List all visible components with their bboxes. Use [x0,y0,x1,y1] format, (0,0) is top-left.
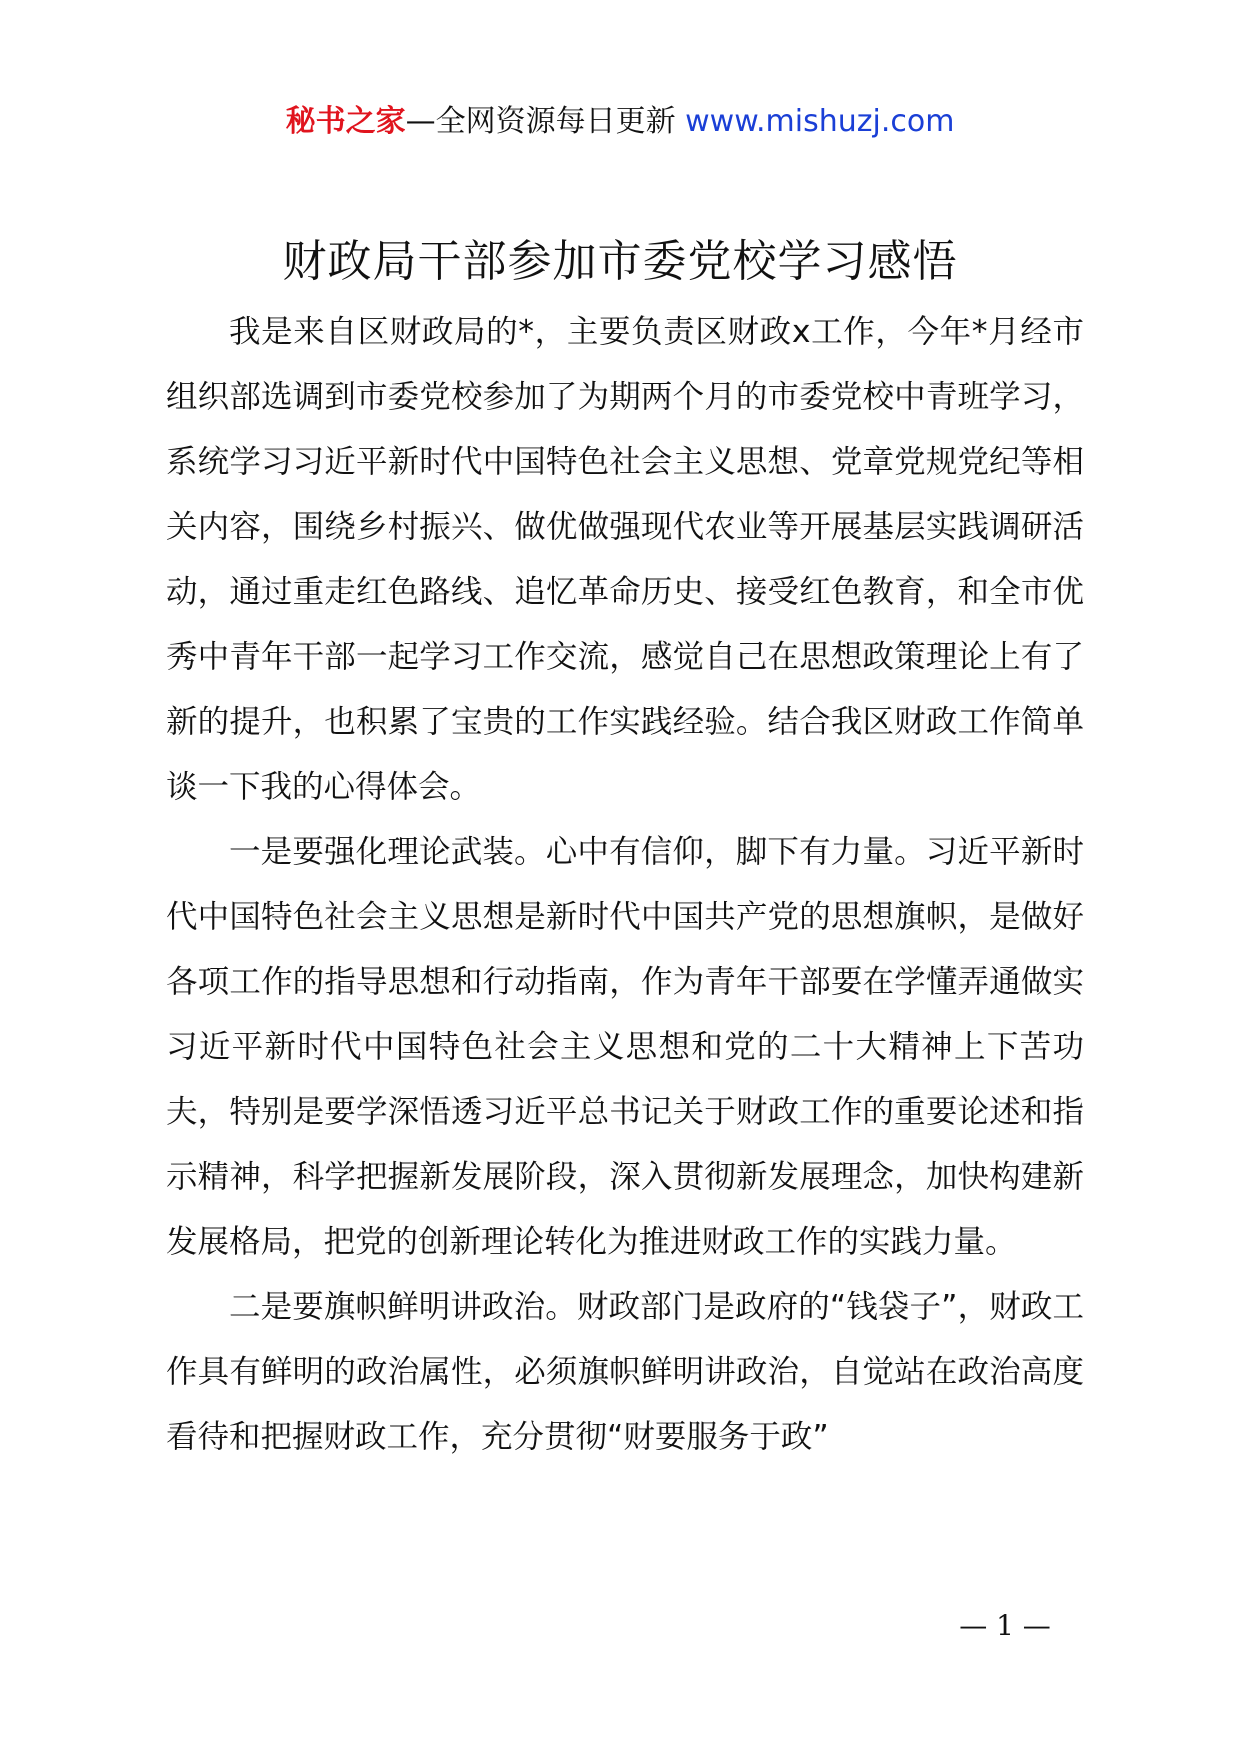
site-brand: 秘书之家 [285,104,406,139]
site-url-link[interactable]: www.mishuzj.com [685,104,955,139]
site-tagline: —全网资源每日更新 [405,104,676,139]
document-title: 财政局干部参加市委党校学习感悟 [282,236,958,287]
paragraph-intro: 我是来自区财政局的*，主要负责区财政x工作，今年*月经市组织部选调到市委党校参加了为期两个月的市委党校中青班学习，系统学习习近平新时代中国特色社会主义思想、党章党规党纪等相关内容，围绕乡村振兴、做优做强现代农业等开展基层实践调研活动，通过重走红色路线、追忆革命历史、接受红色教育，和全市优秀中青年干部一起学习工作交流，感觉自己在思想政策理论上有了新的提升，也积累了宝贵的工作实践经验。结合我区财政工作简单谈一下我的心得体会。 [166,314,1084,805]
page-number: — 1 — [959,1609,1051,1642]
site-header [0,100,1240,144]
document-body [166,300,1084,1470]
paragraph-politics: 二是要旗帜鲜明讲政治。财政部门是政府的“钱袋子”，财政工作具有鲜明的政治属性，必须旗帜鲜明讲政治，自觉站在政治高度看待和把握财政工作，充分贯彻“财要服务于政” [166,1289,1084,1455]
paragraph-theory: 一是要强化理论武装。心中有信仰，脚下有力量。习近平新时代中国特色社会主义思想是新时代中国共产党的思想旗帜，是做好各项工作的指导思想和行动指南，作为青年干部要在学懂弄通做实习近平新时代中国特色社会主义思想和党的二十大精神上下苦功夫，特别是要学深悟透习近平总书记关于财政工作的重要论述和指示精神，科学把握新发展阶段，深入贯彻新发展理念，加快构建新发展格局，把党的创新理论转化为推进财政工作的实践力量。 [166,834,1084,1260]
